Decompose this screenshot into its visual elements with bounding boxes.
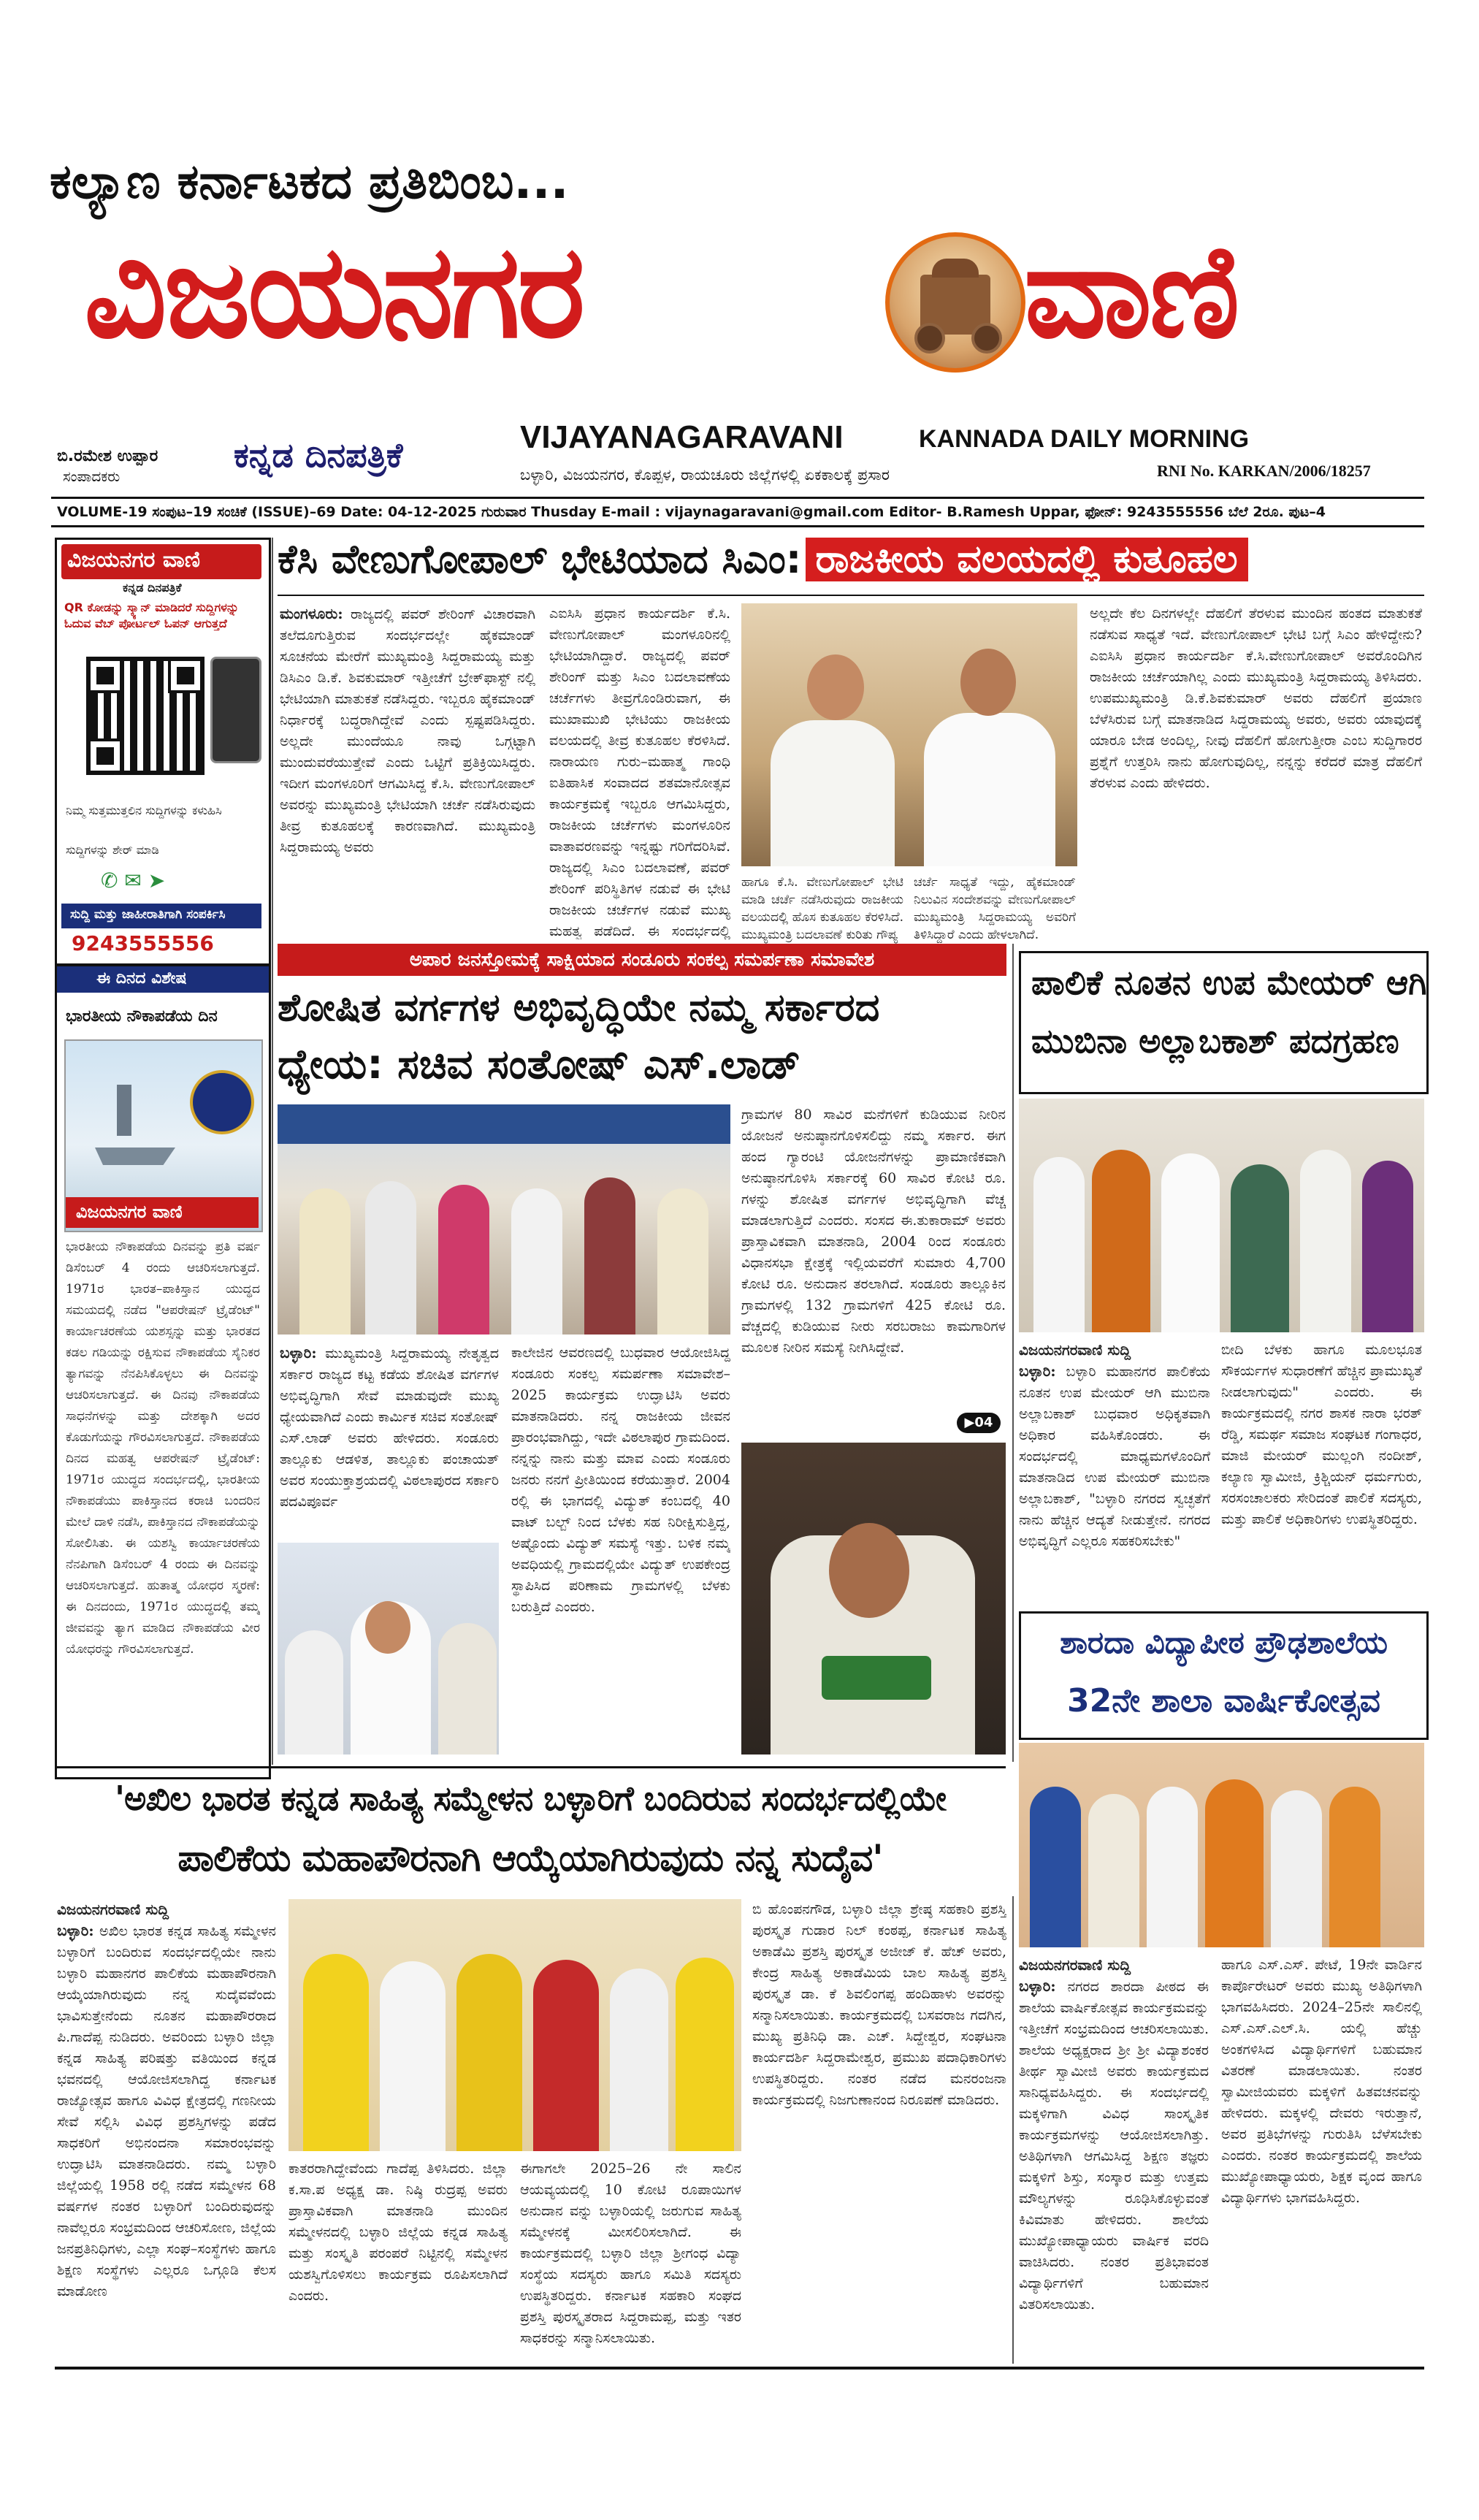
qr-code[interactable]: [86, 657, 205, 775]
story2-byline: ಬಳ್ಳಾರಿ:: [280, 1344, 317, 1362]
english-subtitle: KANNADA DAILY MORNING: [919, 425, 1250, 453]
ad-qr-line: QR ಕೋಡನ್ನು ಸ್ಕ್ಯಾನ್ ಮಾಡಿದರೆ ಸುದ್ದಿಗಳನ್ನು ಓದುವ ವೆಬ್ ಪೋರ್ಟಲ್ ಓಪನ್ ಆಗುತ್ತದೆ: [64, 600, 240, 630]
story5-col3: ಬಿ ಹೊಂಪನಗೌಡ, ಬಳ್ಳಾರಿ ಜಿಲ್ಲಾ ಶ್ರೇಷ್ಠ ಸಹಕಾರಿ ಪ್ರಶಸ್ತಿ ಪುರಸ್ಕೃತ ಗುಡಾರ ನಿಲ್ ಕಂಠಪ್ಪ, ಕರ್ನಾಟಕ ಸಾಹಿತ್ಯ ಅಕಾಡೆಮಿ ಪ್ರಶಸ್ತಿ ಪುರಸ್ಕೃತ ಅಜೀಜ್ ಕೆ. ಹೆಚ್ ಅವರು, ಕೇಂದ್ರ ಸಾಹಿತ್ಯ ಅಕಾಡೆಮಿಯ ಬಾಲ ಸಾಹಿತ್ಯ ಪ್ರಶಸ್ತಿ ಪುರಸ್ಕೃತ ಡಾ. ಕೆ ಶಿವಲಿಂಗಪ್ಪ ಹಂದಿಹಾಳು ಅವರನ್ನು ಸನ್ಮಾನಿಸಲಾಯಿತು. ಕಾರ್ಯಕ್ರಮದಲ್ಲಿ ಬಸವರಾಜ ಗದಗಿನ, ಮುಖ್ಯ ಪ್ರತಿನಿಧಿ ಡಾ. ಎಚ್. ಸಿದ್ದೇಶ್ವರ, ಸಂಘಟನಾ ಕಾರ್ಯದರ್ಶಿ ಸಿದ್ದರಾಮೇಶ್ವರ, ಪ್ರಮುಖ ಪದಾಧಿಕಾರಿಗಳು ಉಪಸ್ಥಿತರಿದ್ದರು. ನಂತರ ನಡೆದ ಮನರಂಜನಾ ಕಾರ್ಯಕ್ರಮದಲ್ಲಿ ನಿಜಗುಣಾನಂದ ನಿರೂಪಣೆ ಮಾಡಿದರು.: [752, 1901, 1006, 2108]
story5-col1: [57, 1899, 276, 2359]
special-body: ಭಾರತೀಯ ನೌಕಾಪಡೆಯ ದಿನವನ್ನು ಪ್ರತಿ ವರ್ಷ ಡಿಸೆಂಬರ್ 4 ರಂದು ಆಚರಿಸಲಾಗುತ್ತದೆ. 1971ರ ಭಾರತ–ಪಾಕಿಸ್ತಾನ ಯುದ್ಧದ ಸಮಯದಲ್ಲಿ ನಡೆದ "ಆಪರೇಷನ್ ಟ್ರೈಡೆಂಟ್" ಕಾರ್ಯಾಚರಣೆಯ ಯಶಸ್ಸನ್ನು ಮತ್ತು ಭಾರತದ ಕಡಲ ಗಡಿಯನ್ನು ರಕ್ಷಿಸುವ ನೌಕಾಪಡೆಯ ಸೈನಿಕರ ತ್ಯಾಗವನ್ನು ನೆನಪಿಸಿಕೊಳ್ಳಲು ಈ ದಿನವನ್ನು ಆಚರಿಸಲಾಗುತ್ತದೆ. ಈ ದಿನವು ನೌಕಾಪಡೆಯ ಸಾಧನೆಗಳನ್ನು ಮತ್ತು ದೇಶಕ್ಕಾಗಿ ಅದರ ಕೊಡುಗೆಯನ್ನು ಗೌರವಿಸಲಾಗುತ್ತದೆ. ನೌಕಾಪಡೆಯ ದಿನದ ಮಹತ್ವ ಆಪರೇಷನ್ ಟ್ರೈಡೆಂಟ್: 1971ರ ಯುದ್ಧದ ಸಂದರ್ಭದಲ್ಲಿ, ಭಾರತೀಯ ನೌಕಾಪಡೆಯು ಪಾಕಿಸ್ತಾನದ ಕರಾಚಿ ಬಂದರಿನ ಮೇಲೆ ದಾಳಿ ನಡೆಸಿ, ಪಾಕಿಸ್ತಾನದ ನೌಕಾಪಡೆಯನ್ನು ಸೋಲಿಸಿತು. ಈ ಯಶಸ್ವಿ ಕಾರ್ಯಾಚರಣೆಯ ನೆನಪಿಗಾಗಿ ಡಿಸೆಂಬರ್ 4 ರಂದು ಈ ದಿನವನ್ನು ಆಚರಿಸಲಾಗುತ್ತದೆ. ಹುತಾತ್ಮ ಯೋಧರ ಸ್ಮರಣೆ: ಈ ದಿನದಂದು, 1971ರ ಯುದ್ಧದಲ್ಲಿ ತಮ್ಮ ಜೀವವನ್ನು ತ್ಯಾಗ ಮಾಡಿದ ನೌಕಾಪಡೆಯ ವೀರ ಯೋಧರನ್ನು ಗೌರವಿಸಲಾಗುತ್ತದೆ.: [66, 1240, 260, 1657]
story2-col2: ಕಾಲೇಜಿನ ಆವರಣದಲ್ಲಿ ಬುಧವಾರ ಆಯೋಜಿಸಿದ್ದ ಸಂಡೂರು ಸಂಕಲ್ಪ ಸಮರ್ಪಣಾ ಸಮಾವೇಶ–2025 ಕಾರ್ಯಕ್ರಮ ಉದ್ಘಾಟಿಸಿ ಅವರು ಮಾತನಾಡಿದರು. ನನ್ನ ರಾಜಕೀಯ ಜೀವನ ಪ್ರಾರಂಭವಾಗಿದ್ದು, ಇದೇ ವಿಠಲಾಪುರ ಗ್ರಾಮದಿಂದ. ನನ್ನನ್ನು ನಾನು ಮತ್ತು ಮಾವ ಎಂದು ಸಂಡೂರು ಜನರು ನನಗೆ ಪ್ರೀತಿಯಿಂದ ಕರೆಯುತ್ತಾರೆ. 2004 ರಲ್ಲಿ ಈ ಭಾಗದಲ್ಲಿ ವಿದ್ಯುತ್ ಕಂಬದಲ್ಲಿ 40 ವಾಟ್ ಬಲ್ಬ್ ನಿಂದ ಬೆಳಕು ಸಹ ನಿರೀಕ್ಷಿಸುತ್ತಿದ್ದ, ಅಷ್ಟೊಂದು ವಿದ್ಯುತ್ ಸಮಸ್ಯೆ ಇತ್ತು. ಬಳಿಕ ನಮ್ಮ ಅವಧಿಯಲ್ಲಿ ಗ್ರಾಮದಲ್ಲಿಯೇ ವಿದ್ಯುತ್ ಉಪಕೇಂದ್ರ ಸ್ಥಾಪಿಸಿದ ಪರಿಣಾಮ ಗ್ರಾಮಗಳಲ್ಲಿ ಬೆಳಕು ಬರುತ್ತಿದೆ ಎಂದರು.: [511, 1345, 730, 1615]
ad-phone[interactable]: 9243555556: [72, 931, 214, 955]
story3-photo-deputy-mayor: [1019, 1099, 1424, 1332]
story2-photo-speaker: [741, 1443, 1006, 1755]
story3-headline-1: ಪಾಲಿಕೆ ನೂತನ ಉಪ ಮೇಯರ್ ಆಗಿ: [1031, 963, 1427, 1002]
issue-info-bar: [51, 497, 1424, 527]
story1-byline: ಮಂಗಳೂರು:: [280, 605, 343, 622]
story2-col3: ಗ್ರಾಮಗಳ 80 ಸಾವಿರ ಮನೆಗಳಿಗೆ ಕುಡಿಯುವ ನೀರಿನ ಯೋಜನೆ ಅನುಷ್ಠಾನಗೊಳಿಸಲಿದ್ದು ನಮ್ಮ ಸರ್ಕಾರ. ಈಗ ಹಂದ ಗ್ಯಾರಂಟಿ ಯೋಜನೆಗಳನ್ನು ಪ್ರಾಮಾಣಿಕವಾಗಿ ಅನುಷ್ಠಾನಗೊಳಿಸಿ ಸರ್ಕಾರಕ್ಕೆ 60 ಸಾವಿರ ಕೋಟಿ ರೂ. ಗಳನ್ನು ಶೋಷಿತ ವರ್ಗಗಳ ಅಭಿವೃದ್ಧಿಗಾಗಿ ವೆಚ್ಚ ಮಾಡಲಾಗುತ್ತಿದೆ ಎಂದರು. ಸಂಸದ ಈ.ತುಕಾರಾಮ್ ಅವರು ಪ್ರಾಸ್ತಾವಿಕವಾಗಿ ಮಾತನಾಡಿ, 2004 ರಿಂದ ಸಂಡೂರು ವಿಧಾನಸಭಾ ಕ್ಷೇತ್ರಕ್ಕೆ ಇಲ್ಲಿಯವರೆಗೆ ಸುಮಾರು 4,700 ಕೋಟಿ ರೂ. ಅನುದಾನ ತರಲಾಗಿದೆ. ಸಂಡೂರು ತಾಲ್ಲೂಕಿನ ಗ್ರಾಮಗಳಲ್ಲಿ 132 ಗ್ರಾಮಗಳಿಗೆ 425 ಕೋಟಿ ರೂ. ವೆಚ್ಚದಲ್ಲಿ ಕುಡಿಯುವ ನೀರು ಸರಬರಾಜು ಕಾಮಗಾರಿಗಳ ಮೂಲಕ ನೀರಿನ ಸಮಸ್ಯೆ ನೀಗಿಸಿದ್ದೇವೆ.: [741, 1107, 1006, 1356]
story2-continued-marker[interactable]: [957, 1413, 1001, 1433]
story2-kicker: ಅಪಾರ ಜನಸ್ತೋಮಕ್ಕೆ ಸಾಕ್ಷಿಯಾದ ಸಂಡೂರು ಸಂಕಲ್ಪ ಸಮರ್ಪಣಾ ಸಮಾವೇಶ: [278, 944, 1006, 976]
story1-col4: ಅಲ್ಲದೇ ಕೆಲ ದಿನಗಳಲ್ಲೇ ದೆಹಲಿಗೆ ತೆರಳುವ ಮುಂದಿನ ಹಂತದ ಮಾತುಕತೆ ನಡೆಸುವ ಸಾಧ್ಯತೆ ಇದೆ. ವೇಣುಗೋಪಾಲ್ ಭೇಟಿ ಬಗ್ಗೆ ಸಿಎಂ ಹೇಳಿದ್ದೇನು? ಎಐಸಿಸಿ ಪ್ರಧಾನ ಕಾರ್ಯದರ್ಶಿ ಕೆ.ಸಿ.ವೇಣುಗೋಪಾಲ್ ಅವರೊಂದಿಗಿನ ರಾಜಕೀಯ ಚರ್ಚೆಯಾಗಿಲ್ಲ ಎಂದು ಮುಖ್ಯಮಂತ್ರಿ ಸಿದ್ದರಾಮಯ್ಯ ತಿಳಿಸಿದರು. ಉಪಮುಖ್ಯಮಂತ್ರಿ ಡಿ.ಕೆ.ಶಿವಕುಮಾರ್ ಅವರು ದೆಹಲಿಗೆ ಪ್ರಯಾಣ ಬೆಳೆಸಿರುವ ಬಗ್ಗೆ ಮಾತನಾಡಿದ ಸಿದ್ದರಾಮಯ್ಯ ಅವರು, ಅವರು ಯಾವುದಕ್ಕೆ ಯಾರೂ ಬೇಡ ಅಂದಿಲ್ಲ, ನೀವು ದೆಹಲಿಗೆ ಹೋಗುತ್ತೀರಾ ಎಂಬ ಸುದ್ದಿಗಾರರ ಪ್ರಶ್ನೆಗೆ ಉತ್ತರಿಸಿ ನಾನು ಹೋಗುವುದಿಲ್ಲ, ನನ್ನನ್ನು ಕರೆದರೆ ಮಾತ್ರ ದೆಹಲಿಗೆ ತೆರಳುವ ಎಂದು ಹೇಳಿದರು.: [1090, 606, 1422, 791]
story2-photo-minister: [278, 1543, 499, 1755]
story3-headline-2: ಮುಬಿನಾ ಅಲ್ಲಾಬಕಾಶ್ ಪದಗ್ರಹಣ: [1031, 1021, 1399, 1061]
story3-col2: ಬೀದಿ ಬೆಳಕು ಹಾಗೂ ಮೂಲಭೂತ ಸೌಕರ್ಯಗಳ ಸುಧಾರಣೆಗೆ ಹೆಚ್ಚಿನ ಪ್ರಾಮುಖ್ಯತೆ ನೀಡಲಾಗುವುದು" ಎಂದರು. ಈ ಕಾರ್ಯಕ್ರಮದಲ್ಲಿ ನಗರ ಶಾಸಕ ನಾರಾ ಭರತ್ ರೆಡ್ಡಿ, ಸಮರ್ಥ ಸಮಾಜ ಸಂಘಟಕ ಗಂಗಾಧರ, ಮಾಜಿ ಮೇಯರ್ ಮುಲ್ಲಂಗಿ ನಂದೀಶ್, ಕಲ್ಯಾಣ ಸ್ವಾಮೀಜಿ, ಕ್ರಿಶ್ಚಿಯನ್ ಧರ್ಮಗುರು, ಸರಸಂಚಾಲಕರು ಸೇರಿದಂತೆ ಪಾಲಿಕೆ ಸದಸ್ಯರು, ಮತ್ತು ಪಾಲಿಕೆ ಅಧಿಕಾರಿಗಳು ಉಪಸ್ಥಿತರಿದ್ದರು.: [1221, 1342, 1422, 1527]
special-subtitle: ಭಾರತೀಯ ನೌಕಾಪಡೆಯ ದಿನ: [66, 1007, 218, 1026]
ad-line2: ನಿಮ್ಮ ಸುತ್ತಮುತ್ತಲಿನ ಸುದ್ದಿಗಳನ್ನು ಕಳುಹಿಸಿ: [66, 803, 222, 817]
story4-byline: ವಿಜಯನಗರವಾಣಿ ಸುದ್ದಿ: [1019, 1956, 1131, 1974]
masthead: [0, 0, 1479, 511]
story5-byline2: ಬಳ್ಳಾರಿ:: [57, 1922, 94, 1939]
story1-col2: ಎಐಸಿಸಿ ಪ್ರಧಾನ ಕಾರ್ಯದರ್ಶಿ ಕೆ.ಸಿ. ವೇಣುಗೋಪಾಲ್ ಮಂಗಳೂರಿನಲ್ಲಿ ಭೇಟಿಯಾಗಿದ್ದಾರೆ. ರಾಜ್ಯದಲ್ಲಿ ಪವರ್ ಶೇರಿಂಗ್ ಮತ್ತು ಸಿಎಂ ಬದಲಾವಣೆಯ ಚರ್ಚೆಗಳು ತೀವ್ರಗೊಂಡಿರುವಾಗ, ಈ ಮುಖಾಮುಖಿ ಭೇಟಿಯು ರಾಜಕೀಯ ವಲಯದಲ್ಲಿ ತೀವ್ರ ಕುತೂಹಲ ಕೆರಳಿಸಿದೆ. ನಾರಾಯಣ ಗುರು–ಮಹಾತ್ಮ ಗಾಂಧಿ ಐತಿಹಾಸಿಕ ಸಂವಾದದ ಶತಮಾನೋತ್ಸವ ಕಾರ್ಯಕ್ರಮಕ್ಕೆ ಇಬ್ಬರೂ ಆಗಮಿಸಿದ್ದರು, ರಾಜಕೀಯ ಚರ್ಚೆಗಳು ಮಂಗಳೂರಿನ ವಾತಾವರಣವನ್ನು ಇನ್ನಷ್ಟು ಗರಿಗೆದರಿಸಿವೆ. ರಾಜ್ಯದಲ್ಲಿ ಸಿಎಂ ಬದಲಾವಣೆ, ಪವರ್ ಶೇರಿಂಗ್ ಪರಿಸ್ಥಿತಿಗಳ ನಡುವೆ ಈ ಭೇಟಿ ರಾಜಕೀಯ ಚರ್ಚೆಗಳ ನಡುವೆ ಮುಖ್ಯ ಮಹತ್ವ ಪಡೆದಿದೆ. ಈ ಸಂದರ್ಭದಲ್ಲಿ: [549, 606, 730, 939]
sidebar-special: [55, 964, 271, 1779]
story2-col1: [280, 1343, 499, 1540]
ad-phone-image: [210, 657, 261, 763]
story1-col1-text: ರಾಜ್ಯದಲ್ಲಿ ಪವರ್ ಶೇರಿಂಗ್ ವಿಚಾರವಾಗಿ ತಲೆದೂಗುತ್ತಿರುವ ಸಂದರ್ಭದಲ್ಲೇ ಹೈಕಮಾಂಡ್ ಸೂಚನೆಯ ಮೇರೆಗೆ ಮುಖ್ಯಮಂತ್ರಿ ಸಿದ್ದರಾಮಯ್ಯ ಮತ್ತು ಡಿಸಿಎಂ ಡಿ.ಕೆ. ಶಿವಕುಮಾರ್ ಇತ್ತೀಚೆಗೆ ಬ್ರೇಕ್‌ಫಾಸ್ಟ್ ನಲ್ಲಿ ಭೇಟಿಯಾಗಿ ಮಾತುಕತೆ ನಡೆಸಿದ್ದರು. ಇಬ್ಬರೂ ಹೈಕಮಾಂಡ್ ನಿರ್ಧಾರಕ್ಕೆ ಬದ್ಧರಾಗಿದ್ದೇವೆ ಎಂದು ಸ್ಪಷ್ಟಪಡಿಸಿದ್ದರು. ಅಲ್ಲದೇ ಮುಂದೆಯೂ ನಾವು ಒಗ್ಗಟ್ಟಾಗಿ ಮುಂದುವರೆಯುತ್ತೇವೆ ಎಂದು ಒಟ್ಟಿಗೆ ಪ್ರತಿಕ್ರಿಯಿಸಿದ್ದರು. ಇದೀಗ ಮಂಗಳೂರಿಗೆ ಆಗಮಿಸಿದ್ದ ಕೆ.ಸಿ. ವೇಣುಗೋಪಾಲ್ ಅವರನ್ನು ಮುಖ್ಯಮಂತ್ರಿ ಭೇಟಿಯಾಗಿ ಚರ್ಚೆ ನಡೆಸಿರುವುದು ತೀವ್ರ ಕುತೂಹಲಕ್ಕೆ ಕಾರಣವಾಗಿದೆ. ಮುಖ್ಯಮಂತ್ರಿ ಸಿದ್ದರಾಮಯ್ಯ ಅವರು: [280, 606, 535, 855]
story4-photo-school-event: [1019, 1743, 1424, 1947]
hampi-chariot-logo: [885, 232, 1025, 373]
ad-brand-sub: ಕನ್ನಡ ದಿನಪತ್ರಿಕೆ: [123, 581, 182, 595]
navy-img-label: ವಿಜಯನಗರ ವಾಣಿ: [76, 1202, 183, 1222]
story5-col2: ಈಗಾಗಲೇ 2025–26 ನೇ ಸಾಲಿನ ಆಯವ್ಯಯದಲ್ಲಿ 10 ಕೋಟಿ ರೂಪಾಯಿಗಳ ಅನುದಾನ ವನ್ನು ಬಳ್ಳಾರಿಯಲ್ಲಿ ಜರುಗುವ ಸಾಹಿತ್ಯ ಸಮ್ಮೇಳನಕ್ಕೆ ಮೀಸಲಿರಿಸಲಾಗಿದೆ. ಈ ಕಾರ್ಯಕ್ರಮದಲ್ಲಿ ಬಳ್ಳಾರಿ ಜಿಲ್ಲಾ ಶ್ರೀಗಂಧ ವಿದ್ಯಾ ಸಂಸ್ಥೆಯ ಸದಸ್ಯರು ಹಾಗೂ ಸಮಿತಿ ಸದಸ್ಯರು ಉಪಸ್ಥಿತರಿದ್ದರು. ಕರ್ನಾಟಕ ಸಹಕಾರಿ ಸಂಘದ ಪ್ರಶಸ್ತಿ ಪುರಸ್ಕೃತರಾದ ಸಿದ್ದರಾಮಪ್ಪ, ಮತ್ತು ಇತರ ಸಾಧಕರನ್ನು ಸನ್ಮಾನಿಸಲಾಯಿತು.: [520, 2161, 741, 2346]
continued-arrow-icon: ▶: [964, 1415, 975, 1430]
ad-line3: ಸುದ್ದಿಗಳನ್ನು ಶೇರ್ ಮಾಡಿ: [66, 843, 159, 857]
story2-col1-text: ಮುಖ್ಯಮಂತ್ರಿ ಸಿದ್ದರಾಮಯ್ಯ ನೇತೃತ್ವದ ಸರ್ಕಾರ ರಾಜ್ಯದ ಕಟ್ಟ ಕಡೆಯ ಶೋಷಿತ ವರ್ಗಗಳ ಅಭಿವೃದ್ಧಿಗಾಗಿ ಸೇವೆ ಮಾಡುವುದೇ ಮುಖ್ಯ ಧ್ಯೇಯವಾಗಿದೆ ಎಂದು ಕಾರ್ಮಿಕ ಸಚಿವ ಸಂತೋಷ್ ಎಸ್.ಲಾಡ್ ಅವರು ಹೇಳಿದರು. ಸಂಡೂರು ತಾಲ್ಲೂಕು ಆಡಳಿತ, ತಾಲ್ಲೂಕು ಪಂಚಾಯತ್ ಅವರ ಸಂಯುಕ್ತಾಶ್ರಯದಲ್ಲಿ ವಿಠಲಾಪುರದ ಸರ್ಕಾರಿ ಪದವಿಪೂರ್ವ: [280, 1345, 499, 1510]
column-rule: [1012, 1896, 1014, 2364]
story1-caption-col1: ಹಾಗೂ ಕೆ.ಸಿ. ವೇಣುಗೋಪಾಲ್ ಭೇಟಿ ಮಾಡಿ ಚರ್ಚೆ ನಡೆಸಿರುವುದು ರಾಜಕೀಯ ವಲಯದಲ್ಲಿ ಹೊಸ ಕುತೂಹಲ ಕೆರಳಿಸಿದೆ. ಮುಖ್ಯಮಂತ್ರಿ ಬದಲಾವಣೆ ಕುರಿತು ಗೌಪ್ಯ: [741, 875, 903, 942]
story2-photo-stage: [278, 1104, 730, 1335]
story3-byline: ವಿಜಯನಗರವಾಣಿ ಸುದ್ದಿ: [1019, 1341, 1131, 1359]
story3-col1: [1019, 1340, 1210, 1603]
story4-col1: [1019, 1955, 1209, 2364]
story5-photo-felicitation: [288, 1899, 741, 2151]
story1-col1: [280, 603, 535, 939]
english-title: VIJAYANAGARAVANI: [520, 419, 844, 455]
story3-headline-box: [1019, 951, 1429, 1094]
page-bottom-rule: [55, 2367, 1424, 2370]
story1-headline: [278, 536, 1424, 596]
story5-headline-1: 'ಅಖಿಲ ಭಾರತ ಕನ್ನಡ ಸಾಹಿತ್ಯ ಸಮ್ಮೇಳನ ಬಳ್ಳಾರಿಗೆ ಬಂದಿರುವ ಸಂದರ್ಭದಲ್ಲಿಯೇ: [114, 1779, 947, 1818]
story1-headline-b: ರಾಜಕೀಯ ವಲಯದಲ್ಲಿ ಕುತೂಹಲ: [806, 538, 1248, 581]
story2-headline-1: ಶೋಷಿತ ವರ್ಗಗಳ ಅಭಿವೃದ್ಧಿಯೇ ನಮ್ಮ ಸರ್ಕಾರದ: [278, 986, 880, 1030]
sidebar-ad: [55, 538, 271, 966]
story5-caption: ಕಾತರರಾಗಿದ್ದೇವೆಂದು ಗಾದೆಪ್ಪ ತಿಳಿಸಿದರು. ಜಿಲ್ಲಾ ಕ.ಸಾ.ಪ ಅಧ್ಯಕ್ಷ ಡಾ. ನಿಷ್ಠಿ ರುದ್ರಪ್ಪ ಅವರು ಪ್ರಾಸ್ತಾವಿಕವಾಗಿ ಮಾತನಾಡಿ ಮುಂದಿನ ಸಮ್ಮೇಳನದಲ್ಲಿ ಬಳ್ಳಾರಿ ಜಿಲ್ಲೆಯ ಕನ್ನಡ ಸಾಹಿತ್ಯ ಮತ್ತು ಸಂಸ್ಕೃತಿ ಪರಂಪರೆ ನಿಟ್ಟಿನಲ್ಲಿ ಸಮ್ಮೇಳನ ಯಶಸ್ವಿಗೊಳಿಸಲು ಕಾರ್ಯಕ್ರಮ ರೂಪಿಸಲಾಗಿದೆ ಎಂದರು.: [288, 2161, 508, 2304]
share-icons: ✆ ✉ ➤: [101, 868, 166, 893]
story1-headline-a: ಕೆಸಿ ವೇಣುಗೋಪಾಲ್ ಭೇಟಿಯಾದ ಸಿಎಂ:: [278, 536, 802, 582]
districts-line: ಬಳ್ಳಾರಿ, ವಿಜಯನಗರ, ಕೊಪ್ಪಳ, ರಾಯಚೂರು ಜಿಲ್ಲೆಗಳಲ್ಲಿ ಏಕಕಾಲಕ್ಕೆ ಪ್ರಸಾರ: [520, 466, 890, 484]
story5-byline: ವಿಜಯನಗರವಾಣಿ ಸುದ್ದಿ: [57, 1901, 169, 1918]
story4-col1-text: ನಗರದ ಶಾರದಾ ಪೀಠದ ಈ ಶಾಲೆಯ ವಾರ್ಷಿಕೋತ್ಸವ ಕಾರ್ಯಕ್ರಮವನ್ನು ಇತ್ತೀಚೆಗೆ ಸಂಭ್ರಮದಿಂದ ಆಚರಿಸಲಾಯಿತು. ಶಾಲೆಯ ಅಧ್ಯಕ್ಷರಾದ ಶ್ರೀ ಶ್ರೀ ವಿದ್ಯಾಶಂಕರ ತೀರ್ಥ ಸ್ವಾಮೀಜಿ ಅವರು ಕಾರ್ಯಕ್ರಮದ ಸಾನಿಧ್ಯವಹಿಸಿದ್ದರು. ಈ ಸಂದರ್ಭದಲ್ಲಿ ಮಕ್ಕಳಿಗಾಗಿ ವಿವಿಧ ಸಾಂಸ್ಕೃತಿಕ ಕಾರ್ಯಕ್ರಮಗಳನ್ನು ಆಯೋಜಿಸಲಾಗಿತ್ತು. ಅತಿಥಿಗಳಾಗಿ ಆಗಮಿಸಿದ್ದ ಶಿಕ್ಷಣ ತಜ್ಞರು ಮಕ್ಕಳಿಗೆ ಶಿಸ್ತು, ಸಂಸ್ಕಾರ ಮತ್ತು ಉತ್ತಮ ಮೌಲ್ಯಗಳನ್ನು ರೂಢಿಸಿಕೊಳ್ಳುವಂತೆ ಕಿವಿಮಾತು ಹೇಳಿದರು. ಶಾಲೆಯ ಮುಖ್ಯೋಪಾಧ್ಯಾಯರು ವಾರ್ಷಿಕ ವರದಿ ವಾಚಿಸಿದರು. ನಂತರ ಪ್ರತಿಭಾವಂತ ವಿದ್ಯಾರ್ಥಿಗಳಿಗೆ ಬಹುಮಾನ ವಿತರಿಸಲಾಯಿತು.: [1019, 1979, 1209, 2313]
ad-contact-label: ಸುದ್ದಿ ಮತ್ತು ಜಾಹೀರಾತಿಗಾಗಿ ಸಂಪರ್ಕಿಸಿ: [70, 907, 226, 922]
story4-col2: ಹಾಗೂ ಎಸ್.ಎಸ್. ಪೇಟೆ, 19ನೇ ವಾರ್ಡಿನ ಕಾರ್ಪೊರೇಟರ್ ಅವರು ಮುಖ್ಯ ಅತಿಥಿಗಳಾಗಿ ಭಾಗವಹಿಸಿದರು. 2024–25ನೇ ಸಾಲಿನಲ್ಲಿ ಎಸ್.ಎಸ್.ಎಲ್.ಸಿ. ಯಲ್ಲಿ ಹೆಚ್ಚು ಅಂಕಗಳಿಸಿದ ವಿದ್ಯಾರ್ಥಿಗಳಿಗೆ ಬಹುಮಾನ ವಿತರಣೆ ಮಾಡಲಾಯಿತು. ನಂತರ ಸ್ವಾಮೀಜಿಯವರು ಮಕ್ಕಳಿಗೆ ಹಿತವಚನವನ್ನು ಹೇಳಿದರು. ಮಕ್ಕಳಲ್ಲಿ ದೇವರು ಇರುತ್ತಾನೆ, ಅವರ ಪ್ರತಿಭೆಗಳನ್ನು ಗುರುತಿಸಿ ಬೆಳೆಸಬೇಕು ಎಂದರು. ನಂತರ ಕಾರ್ಯಕ್ರಮದಲ್ಲಿ ಶಾಲೆಯ ಮುಖ್ಯೋಪಾಧ್ಯಾಯರು, ಶಿಕ್ಷಕ ವೃಂದ ಹಾಗೂ ವಿದ್ಯಾರ್ಥಿಗಳು ಭಾಗವಹಿಸಿದ್ದರು.: [1221, 1957, 1422, 2206]
story3-col1-text: ಬಳ್ಳಾರಿ ಮಹಾನಗರ ಪಾಲಿಕೆಯ ನೂತನ ಉಪ ಮೇಯರ್ ಆಗಿ ಮುಬಿನಾ ಅಲ್ಲಾಬಕಾಶ್ ಬುಧವಾರ ಅಧಿಕೃತವಾಗಿ ಅಧಿಕಾರ ವಹಿಸಿಕೊಂಡರು. ಈ ಸಂದರ್ಭದಲ್ಲಿ ಮಾಧ್ಯಮಗಳೊಂದಿಗೆ ಮಾತನಾಡಿದ ಉಪ ಮೇಯರ್ ಮುಬಿನಾ ಅಲ್ಲಾಬಕಾಶ್, "ಬಳ್ಳಾರಿ ನಗರದ ಸ್ವಚ್ಛತೆಗೆ ನಾನು ಹೆಚ್ಚಿನ ಆದ್ಯತೆ ನೀಡುತ್ತೇನೆ. ನಗರದ ಅಭಿವೃದ್ಧಿಗೆ ಎಲ್ಲರೂ ಸಹಕರಿಸಬೇಕು": [1019, 1364, 1210, 1549]
ad-brand: ವಿಜಯನಗರ ವಾಣಿ: [67, 547, 200, 573]
issue-info-text: VOLUME-19 ಸಂಪುಟ–19 ಸಂಚಿಕೆ (ISSUE)–69 Date: 04-12-2025 ಗುರುವಾರ Thusday E-mail : vijaynagaravani@gmail.com Editor- B.Ramesh Uppar, ಫೋನ್: 9243555556 ಬೆಲೆ 2ರೂ. ಪುಟ–4: [57, 504, 1326, 520]
story2-headline-2: ಧ್ಯೇಯ: ಸಚಿವ ಸಂತೋಷ್ ಎಸ್.ಲಾಡ್: [278, 1041, 800, 1088]
story5-headline-2: ಪಾಲಿಕೆಯ ಮಹಾಪೌರನಾಗಿ ಆಯ್ಕೆಯಾಗಿರುವುದು ನನ್ನ ಸುದೈವ': [177, 1837, 883, 1879]
editor-name: ಬಿ.ರಮೇಶ ಉಪ್ಪಾರ: [57, 447, 158, 465]
masthead-title-right: ವಾಣಿ: [1024, 217, 1237, 367]
story1-photo-cm-venugopal: [741, 603, 1077, 866]
navy-day-image: [64, 1039, 263, 1232]
masthead-title-left: ವಿಜಯನಗರ: [84, 217, 583, 367]
story4-headline-1: ಶಾರದಾ ವಿದ್ಯಾಪೀಠ ಪ್ರೌಢಶಾಲೆಯ: [1060, 1624, 1388, 1660]
story5-headline: [55, 1766, 1006, 1893]
story4-headline-box: [1019, 1611, 1429, 1740]
masthead-tagline: ಕಲ್ಯಾಣ ಕರ್ನಾಟಕದ ಪ್ರತಿಬಿಂಬ...: [50, 153, 569, 210]
story4-byline2: ಬಳ್ಳಾರಿ:: [1019, 1977, 1056, 1995]
story3-byline2: ಬಳ್ಳಾರಿ:: [1019, 1362, 1056, 1380]
story4-headline-2: 32ನೇ ಶಾಲಾ ವಾರ್ಷಿಕೋತ್ಸವ: [1066, 1682, 1381, 1719]
kannada-daily-label: ಕನ್ನಡ ದಿನಪತ್ರಿಕೆ: [234, 435, 403, 475]
column-rule: [272, 538, 273, 1765]
special-title: ಈ ದಿನದ ವಿಶೇಷ: [96, 969, 187, 988]
column-rule: [1012, 944, 1014, 1762]
story1-caption-col2: ಚರ್ಚೆ ಸಾಧ್ಯತೆ ಇದ್ದು, ಹೈಕಮಾಂಡ್ ನಿಲುವಿನ ಸಂದೇಶವನ್ನು ವೇಣುಗೋಪಾಲ್ ಮುಖ್ಯಮಂತ್ರಿ ಸಿದ್ದರಾಮಯ್ಯ ಅವರಿಗೆ ತಿಳಿಸಿದ್ದಾರೆ ಎಂದು ಹೇಳಲಾಗಿದೆ.: [914, 875, 1076, 942]
story5-col1-text: ಅಖಿಲ ಭಾರತ ಕನ್ನಡ ಸಾಹಿತ್ಯ ಸಮ್ಮೇಳನ ಬಳ್ಳಾರಿಗೆ ಬಂದಿರುವ ಸಂದರ್ಭದಲ್ಲಿಯೇ ನಾನು ಬಳ್ಳಾರಿ ಮಹಾನಗರ ಪಾಲಿಕೆಯ ಮಹಾಪೌರನಾಗಿ ಆಯ್ಕೆಯಾಗಿರುವುದು ನನ್ನ ಸುದೈವವೆಂದು ಭಾವಿಸುತ್ತೇನೆಂದು ನೂತನ ಮಹಾಪೌರರಾದ ಪಿ.ಗಾದೆಪ್ಪ ನುಡಿದರು. ಅವರಿಂದು ಬಳ್ಳಾರಿ ಜಿಲ್ಲಾ ಕನ್ನಡ ಸಾಹಿತ್ಯ ಪರಿಷತ್ತು ವತಿಯಿಂದ ಕನ್ನಡ ಭವನದಲ್ಲಿ ಆಯೋಜಿಸಲಾಗಿದ್ದ ಕರ್ನಾಟಕ ರಾಜ್ಯೋತ್ಸವ ಹಾಗೂ ವಿವಿಧ ಕ್ಷೇತ್ರದಲ್ಲಿ ಗಣನೀಯ ಸೇವೆ ಸಲ್ಲಿಸಿ ವಿವಿಧ ಪ್ರಶಸ್ತಿಗಳನ್ನು ಪಡೆದ ಸಾಧಕರಿಗೆ ಅಭಿನಂದನಾ ಸಮಾರಂಭವನ್ನು ಉದ್ಘಾಟಿಸಿ ಮಾತನಾಡಿದರು. ನಮ್ಮ ಬಳ್ಳಾರಿ ಜಿಲ್ಲೆಯಲ್ಲಿ 1958 ರಲ್ಲಿ ನಡೆದ ಸಮ್ಮೇಳನ 68 ವರ್ಷಗಳ ನಂತರ ಬಳ್ಳಾರಿಗೆ ಬಂದಿರುವುದನ್ನು ನಾವೆಲ್ಲರೂ ಸಂಭ್ರಮದಿಂದ ಆಚರಿಸೋಣ, ಜಿಲ್ಲೆಯ ಜನಪ್ರತಿನಿಧಿಗಳು, ಎಲ್ಲಾ ಸಂಘ–ಸಂಸ್ಥೆಗಳು ಹಾಗೂ ಶಿಕ್ಷಣ ಸಂಸ್ಥೆಗಳು ಎಲ್ಲರೂ ಒಗ್ಗೂಡಿ ಕೆಲಸ ಮಾಡೋಣ: [57, 1923, 276, 2299]
story2-continued-page: 04: [974, 1415, 993, 1430]
rni-number: RNI No. KARKAN/2006/18257: [1157, 462, 1371, 480]
editor-role: ಸಂಪಾದಕರು: [63, 467, 121, 485]
